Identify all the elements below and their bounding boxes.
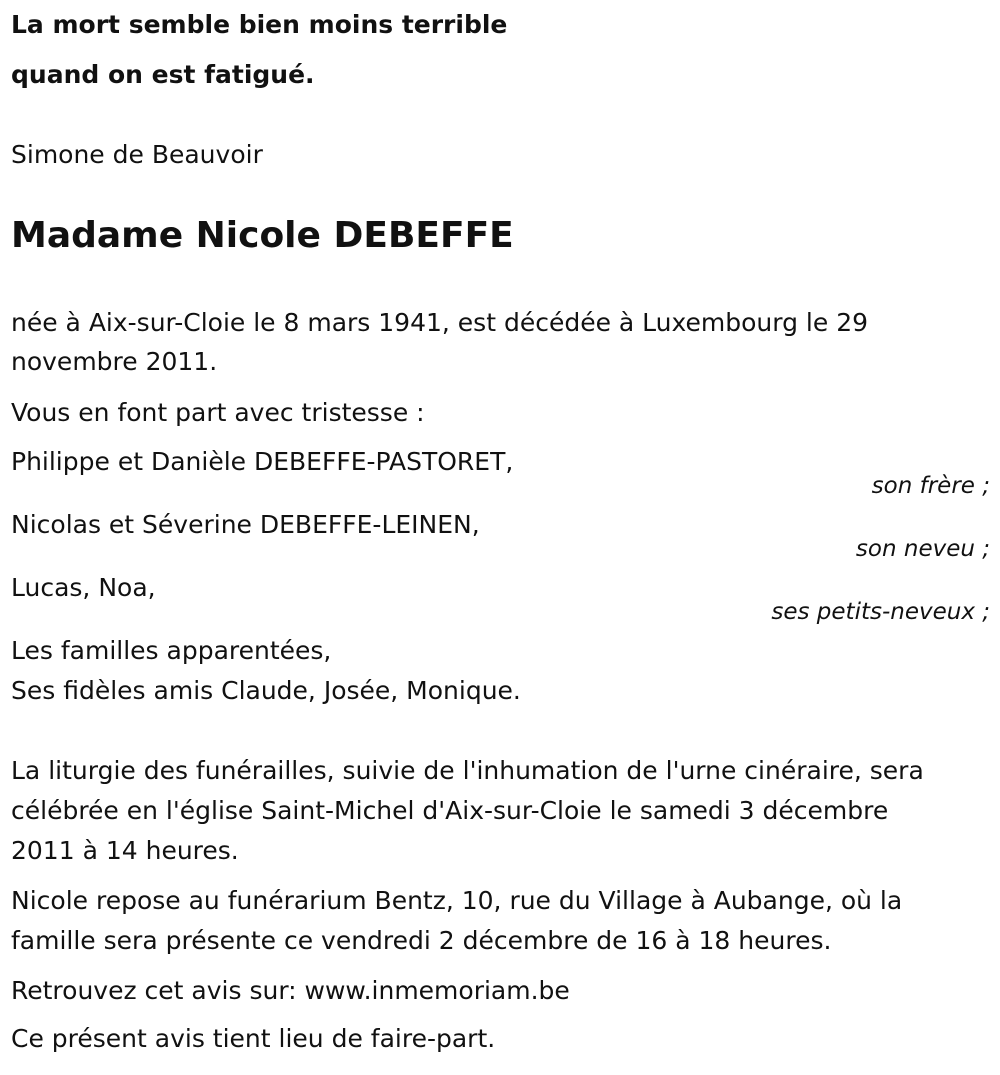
birth-death-line-1: née à Aix-sur-Cloie le 8 mars 1941, est décédée à Luxembourg le 29	[11, 308, 869, 337]
deceased-name: Madame Nicole DEBEFFE	[11, 215, 514, 256]
quote-line-1: La mort semble bien moins terrible	[11, 10, 508, 39]
family-relation-3: ses petits-neveux ;	[771, 599, 990, 625]
funerarium-line-2: famille sera présente ce vendredi 2 décembre de 16 à 18 heures.	[11, 926, 832, 955]
family-names-1: Philippe et Danièle DEBEFFE-PASTORET,	[11, 447, 514, 476]
quote-line-2: quand on est fatigué.	[11, 60, 315, 89]
liturgy-line-2: célébrée en l'église Saint-Michel d'Aix-sur-Cloie le samedi 3 décembre	[11, 796, 889, 825]
liturgy-line-3: 2011 à 14 heures.	[11, 836, 239, 865]
website-line: Retrouvez cet avis sur: www.inmemoriam.be	[11, 976, 570, 1005]
birth-death-line-2: novembre 2011.	[11, 347, 218, 376]
notice-line: Ce présent avis tient lieu de faire-part.	[11, 1024, 496, 1053]
others-line-1: Les familles apparentées,	[11, 636, 332, 665]
family-relation-1: son frère ;	[871, 473, 990, 499]
family-names-3: Lucas, Noa,	[11, 573, 156, 602]
funerarium-line-1: Nicole repose au funérarium Bentz, 10, rue du Village à Aubange, où la	[11, 886, 903, 915]
quote-author: Simone de Beauvoir	[11, 140, 263, 169]
family-relation-2: son neveu ;	[855, 536, 990, 562]
others-line-2: Ses fidèles amis Claude, Josée, Monique.	[11, 676, 521, 705]
liturgy-line-1: La liturgie des funérailles, suivie de l'inhumation de l'urne cinéraire, sera	[11, 756, 924, 785]
family-names-2: Nicolas et Séverine DEBEFFE-LEINEN,	[11, 510, 480, 539]
announcement: Vous en font part avec tristesse :	[11, 398, 425, 427]
